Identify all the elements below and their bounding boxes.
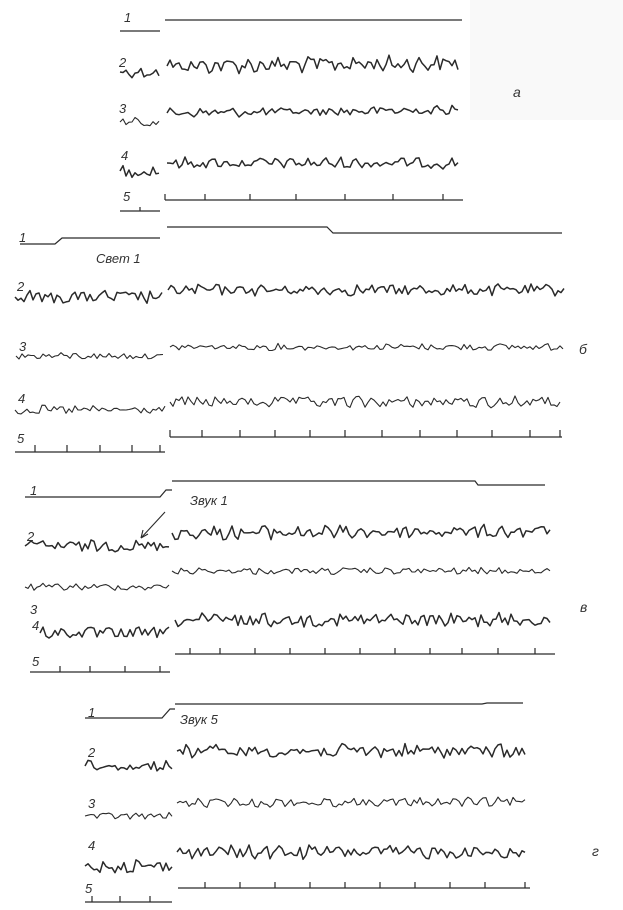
stimulus-marker-line — [85, 709, 175, 718]
channel-number: 1 — [88, 705, 96, 720]
time-marker-line — [165, 194, 463, 200]
eeg-trace — [25, 540, 169, 552]
eeg-trace — [167, 157, 458, 169]
panel-label: б — [579, 341, 587, 357]
time-marker-line — [30, 666, 170, 672]
channel-number: 4 — [121, 148, 129, 163]
channel-number: 2 — [119, 55, 127, 70]
eeg-trace — [85, 813, 172, 820]
channel-number: 3 — [19, 339, 27, 354]
channel-number: 1 — [19, 230, 27, 245]
eeg-trace — [16, 353, 163, 359]
eeg-trace — [85, 860, 172, 873]
eeg-trace — [167, 105, 458, 117]
stimulus-label: Звук 1 — [190, 493, 228, 508]
stimulus-marker-line — [175, 703, 523, 704]
eeg-trace — [172, 567, 550, 574]
time-marker-line — [15, 445, 165, 452]
eeg-trace — [120, 166, 159, 178]
channel-number: 5 — [32, 654, 40, 669]
channel-number: 1 — [124, 10, 132, 25]
eeg-trace — [15, 291, 162, 304]
eeg-trace — [177, 845, 525, 859]
eeg-trace — [15, 405, 165, 414]
eeg-trace — [168, 284, 564, 296]
stimulus-marker-line — [25, 490, 172, 497]
time-marker-line — [85, 896, 172, 902]
panel-label: в — [580, 599, 588, 615]
panel-v — [26, 483, 587, 669]
panel-label: а — [513, 84, 521, 100]
channel-number: 1 — [30, 483, 38, 498]
channel-number: 5 — [17, 431, 25, 446]
stimulus-label: Звук 5 — [180, 712, 218, 727]
channel-number: 3 — [30, 602, 38, 617]
time-marker-line — [178, 882, 530, 888]
panel-label: г — [592, 843, 599, 859]
eeg-trace — [120, 69, 159, 78]
stimulus-marker-line — [167, 227, 562, 233]
stimulus-marker-line — [172, 481, 545, 485]
eeg-trace — [172, 524, 550, 539]
time-marker-line — [170, 430, 562, 437]
channel-number: 3 — [88, 796, 96, 811]
stimulus-arrow — [141, 512, 165, 538]
eeg-trace — [177, 744, 525, 758]
eeg-trace — [167, 55, 458, 73]
channel-number: 4 — [88, 838, 96, 853]
eeg-trace — [177, 797, 525, 807]
channel-number: 4 — [32, 618, 40, 633]
eeg-trace — [40, 627, 169, 638]
channel-number: 5 — [123, 189, 131, 204]
panel-b — [16, 230, 588, 446]
eeg-trace — [120, 118, 159, 126]
eeg-trace — [170, 343, 563, 350]
channel-number: 2 — [27, 529, 35, 544]
eeg-trace — [85, 760, 172, 771]
eeg-trace — [170, 396, 560, 408]
channel-number: 5 — [85, 881, 93, 896]
trace-layer — [15, 20, 564, 902]
eeg-trace — [175, 613, 550, 628]
channel-number: 2 — [88, 745, 96, 760]
page-bleed — [470, 0, 623, 120]
time-marker-line — [175, 648, 555, 654]
channel-number: 2 — [17, 279, 25, 294]
channel-number: 3 — [119, 101, 127, 116]
eeg-trace — [25, 583, 169, 590]
stimulus-marker-line — [20, 238, 160, 244]
time-marker-line — [120, 207, 160, 211]
panel-a — [118, 10, 521, 204]
channel-number: 4 — [18, 391, 26, 406]
stimulus-label: Свет 1 — [96, 251, 141, 266]
